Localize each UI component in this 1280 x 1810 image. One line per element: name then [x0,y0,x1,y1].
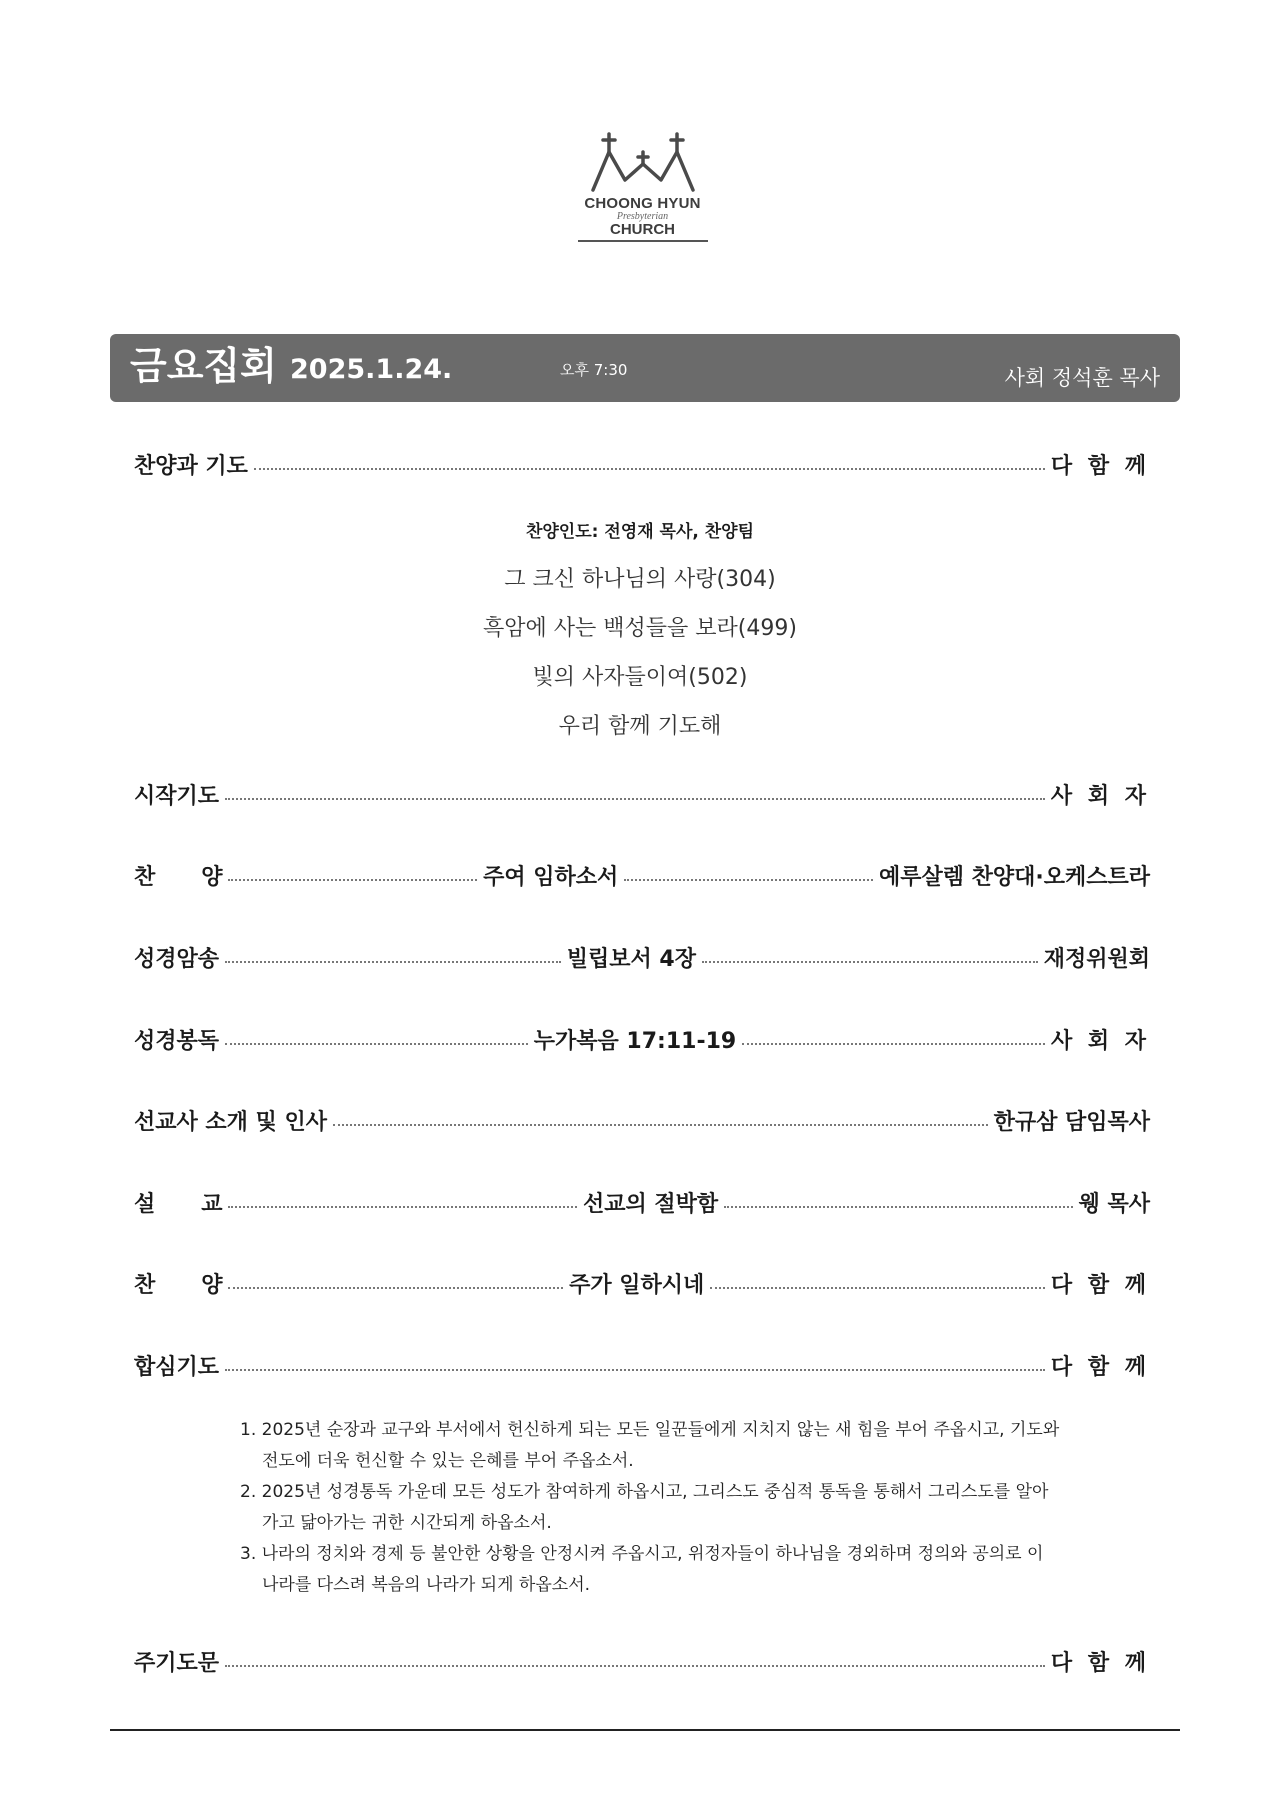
dot-leader [333,1124,988,1126]
service-date: 2025.1.24. [290,354,453,385]
dot-leader [228,1287,563,1289]
order-right: 웽 목사 [1078,1191,1150,1217]
order-right: 사 회 자 [1050,1028,1151,1054]
order-right: 다 함 께 [1050,1272,1150,1298]
prayer-item: 2. 2025년 성경통독 가운데 모든 성도가 참여하게 하옵시고, 그리스도 중심적 통독을 통해서 그리스도를 알아가고 닮아가는 귀한 시간되게 하옵소서. [240,1482,1049,1533]
order-right: 다 함 께 [1050,1354,1150,1380]
dot-leader [742,1043,1045,1045]
church-spires-icon [583,130,703,192]
dot-leader [702,961,1038,963]
order-middle: 주가 일하시네 [569,1272,705,1298]
order-right: 한규삼 담임목사 [993,1109,1150,1135]
order-middle: 빌립보서 4장 [566,946,696,972]
order-row [134,1184,1150,1220]
dot-leader [228,1206,576,1208]
dot-leader [225,1369,1045,1371]
order-right: 재정위원회 [1043,946,1151,972]
order-right: 다 함 께 [1050,453,1150,479]
song-title: 흑암에 사는 백성들을 보라(499) [483,616,797,641]
order-middle: 누가복음 17:11-19 [533,1028,737,1054]
order-label: 찬 양 [134,1272,223,1298]
dot-leader [225,1043,528,1045]
order-label: 찬 양 [134,864,223,890]
order-row [134,446,1150,482]
order-row [134,1265,1150,1301]
logo-name-line2: CHURCH [610,221,675,238]
dot-leader [624,879,873,881]
order-right: 예루살렘 찬양대·오케스트라 [878,864,1150,890]
order-row [134,1102,1150,1138]
order-right: 다 함 께 [1050,1650,1150,1676]
dot-leader [225,1665,1045,1667]
dot-leader [225,961,561,963]
order-label: 설 교 [134,1191,223,1217]
prayer-item: 1. 2025년 순장과 교구와 부서에서 헌신하게 되는 모든 일꾼들에게 지치지 않는 새 힘을 부어 주옵시고, 기도와 전도에 더욱 헌신할 수 있는 은혜를 부어 주옵소서. [240,1420,1060,1471]
order-label: 찬양과 기도 [134,453,248,479]
dot-leader [228,879,477,881]
service-time: 오후 7:30 [560,361,628,379]
church-logo [575,130,710,255]
song-title: 우리 함께 기도해 [558,714,722,739]
dot-leader [710,1287,1045,1289]
order-row [134,857,1150,893]
prayer-list [240,1415,1060,1601]
worship-leader: 찬양인도: 전영재 목사, 찬양팀 [525,522,755,542]
service-title: 금요집회 [130,344,277,388]
order-label: 합심기도 [134,1354,220,1380]
order-label: 시작기도 [134,783,220,809]
order-row [134,1021,1150,1057]
prayer-item: 3. 나라의 정치와 경제 등 불안한 상황을 안정시켜 주옵시고, 위정자들이 하나님을 경외하며 정의와 공의로 이 나라를 다스려 복음의 나라가 되게 하옵소서. [240,1544,1044,1595]
song-title: 그 크신 하나님의 사랑(304) [504,567,776,592]
order-middle: 주여 임하소서 [483,864,619,890]
order-label: 선교사 소개 및 인사 [134,1109,327,1135]
order-label: 성경암송 [134,946,220,972]
service-banner [110,334,1180,402]
order-row [134,776,1150,812]
order-row [134,939,1150,975]
presider: 사회 정석훈 목사 [1004,366,1160,390]
bottom-divider [110,1729,1180,1731]
dot-leader [225,798,1045,800]
dot-leader [254,468,1045,470]
order-label: 주기도문 [134,1650,220,1676]
song-title: 빛의 사자들이여(502) [532,665,748,690]
order-label: 성경봉독 [134,1028,220,1054]
order-middle: 선교의 절박함 [582,1191,719,1217]
logo-underline [578,240,708,242]
logo-name-line1: CHOONG HYUN [584,195,701,212]
dot-leader [724,1206,1072,1208]
order-right: 사 회 자 [1050,783,1150,809]
order-row [134,1347,1150,1383]
order-row [134,1643,1150,1679]
logo-subtitle: Presbyterian [616,211,669,222]
